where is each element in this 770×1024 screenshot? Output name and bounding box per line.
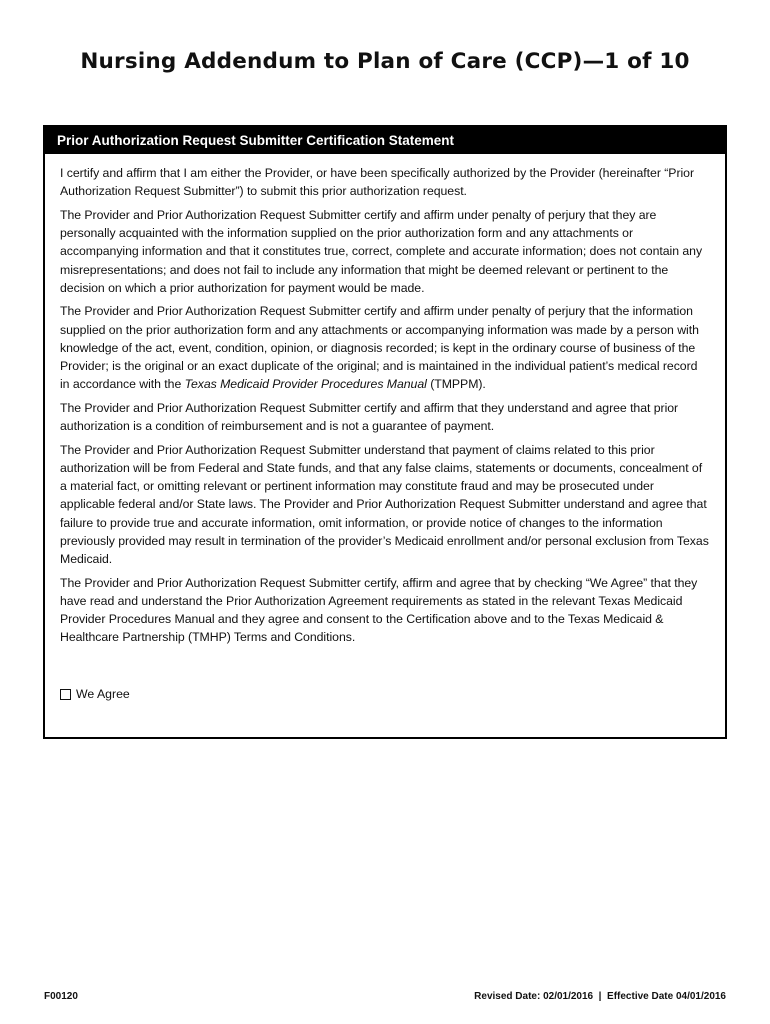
paragraph-3-text: The Provider and Prior Authorization Request Submitter certify and affirm under penalty of perjury that the information supplied on the prior authorization form and any attachments or accompanying information was made by a person with knowledge of the act, event, condition, opinion, or diagnosis recorded; is kept in the ordinary course of business of the Provider; is the original or an exact duplicate of the original; and is maintained in the individual patient’s medical record in accordance with the — [60, 304, 699, 392]
section-header: Prior Authorization Request Submitter Certification Statement — [45, 127, 725, 154]
we-agree-option[interactable] — [60, 687, 130, 701]
certification-section — [43, 125, 727, 739]
paragraph-4: The Provider and Prior Authorization Request Submitter certify and affirm that they understand and agree that prior authorization is a condition of reimbursement and is not a guarantee of payment. — [60, 400, 679, 434]
we-agree-label: We Agree — [76, 687, 130, 701]
paragraph-5: The Provider and Prior Authorization Request Submitter understand that payment of claims related to this prior authorization will be from Federal and State funds, and that any false claims, statements or documents, concealment of a material fact, or omitting relevant or pertinent information may constitute fraud and may be prosecuted under applicable federal and/or State laws. The Provider and Prior Authorization Request Submitter understand and agree that failure to provide true and accurate information, omit information, or provide notice of changes to the information previously provided may result in termination of the provider’s Medicaid enrollment and/or personal exclusion from Texas Medicaid. — [60, 442, 709, 567]
paragraph-1: I certify and affirm that I am either the Provider, or have been specifically authorized by the Provider (hereinafter “Prior Authorization Request Submitter”) to submit this prior authorization request. — [60, 166, 695, 199]
paragraph-2: The Provider and Prior Authorization Request Submitter certify and affirm under penalty of perjury that they are personally acquainted with the information supplied on the prior authorization form and any attachments or accompanying information and that it constitutes true, correct, complete and accurate information; does not contain any misrepresentations; and does not fail to include any information that might be deemed relevant or pertinent to the decision on which a prior authorization for payment would be made. — [60, 207, 703, 295]
page-title: Nursing Addendum to Plan of Care (CCP)—1 of 10 — [80, 49, 690, 74]
manual-title: Texas Medicaid Provider Procedures Manual — [184, 377, 427, 392]
paragraph-6: The Provider and Prior Authorization Request Submitter certify, affirm and agree that by checking “We Agree” that they have read and understand the Prior Authorization Agreement requirements as stated in the relevant Texas Medicaid Provider Procedures Manual and they agree and consent to the Certification above and to the Texas Medicaid & Healthcare Partnership (TMHP) Terms and Conditions. — [60, 575, 698, 645]
revision-dates: Revised Date: 02/01/2016 | Effective Date 04/01/2016 — [474, 991, 726, 1002]
we-agree-checkbox[interactable] — [60, 689, 71, 700]
paragraph-3-tail: (TMPPM). — [426, 377, 486, 392]
paragraph-3 — [60, 302, 709, 393]
section-body — [45, 154, 725, 647]
form-id: F00120 — [44, 991, 78, 1002]
